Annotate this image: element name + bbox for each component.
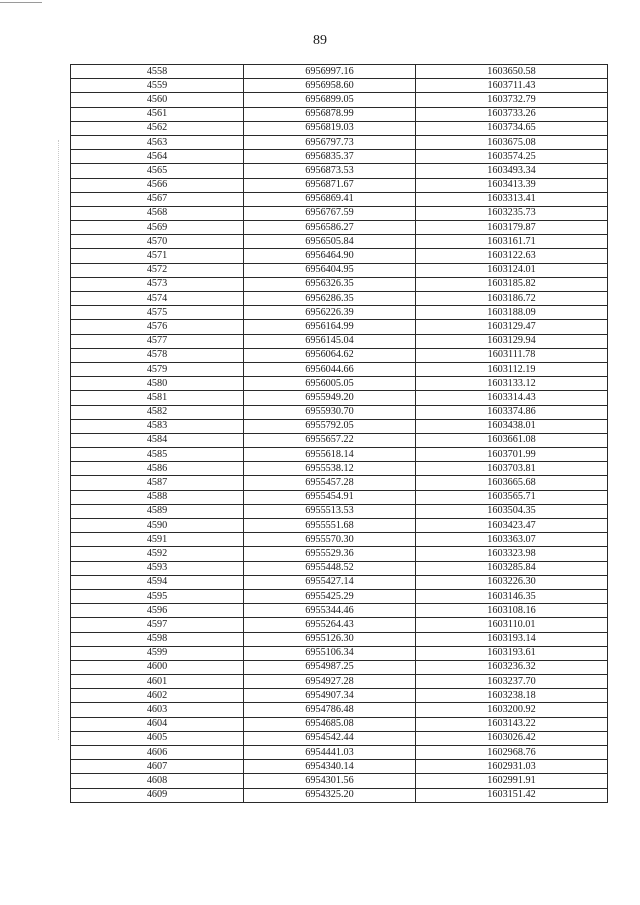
table-row: [71, 405, 608, 419]
x-coordinate-cell: 6955106.34: [244, 646, 416, 660]
x-coordinate-cell: 6955513.53: [244, 504, 416, 518]
table-row: [71, 731, 608, 745]
point-number-cell: 4588: [71, 490, 244, 504]
page-number: 89: [313, 33, 327, 48]
y-coordinate-cell: 1603237.70: [416, 675, 608, 689]
point-number-cell: 4577: [71, 334, 244, 348]
table-row: [71, 192, 608, 206]
x-coordinate-cell: 6955344.46: [244, 604, 416, 618]
table-row: [71, 348, 608, 362]
y-coordinate-cell: 1602931.03: [416, 760, 608, 774]
x-coordinate-cell: 6955126.30: [244, 632, 416, 646]
point-number-cell: 4587: [71, 476, 244, 490]
y-coordinate-cell: 1603438.01: [416, 419, 608, 433]
point-number-cell: 4594: [71, 575, 244, 589]
y-coordinate-cell: 1603026.42: [416, 731, 608, 745]
point-number-cell: 4563: [71, 135, 244, 149]
y-coordinate-cell: 1603313.41: [416, 192, 608, 206]
table-row: [71, 504, 608, 518]
x-coordinate-cell: 6956997.16: [244, 65, 416, 79]
x-coordinate-cell: 6955529.36: [244, 547, 416, 561]
table-row: [71, 135, 608, 149]
point-number-cell: 4589: [71, 504, 244, 518]
point-number-cell: 4581: [71, 391, 244, 405]
table-row: [71, 760, 608, 774]
y-coordinate-cell: 1603235.73: [416, 206, 608, 220]
y-coordinate-cell: 1603285.84: [416, 561, 608, 575]
x-coordinate-cell: 6956226.39: [244, 306, 416, 320]
point-number-cell: 4571: [71, 249, 244, 263]
point-number-cell: 4564: [71, 150, 244, 164]
scan-edge-line: [0, 2, 42, 3]
y-coordinate-cell: 1603110.01: [416, 618, 608, 632]
point-number-cell: 4558: [71, 65, 244, 79]
y-coordinate-cell: 1603238.18: [416, 689, 608, 703]
y-coordinate-cell: 1603493.34: [416, 164, 608, 178]
table-row: [71, 377, 608, 391]
point-number-cell: 4606: [71, 746, 244, 760]
y-coordinate-cell: 1603133.12: [416, 377, 608, 391]
table-row: [71, 788, 608, 802]
x-coordinate-cell: 6955618.14: [244, 448, 416, 462]
x-coordinate-cell: 6956044.66: [244, 362, 416, 376]
table-row: [71, 618, 608, 632]
scan-margin-line: [58, 140, 59, 740]
x-coordinate-cell: 6956835.37: [244, 150, 416, 164]
x-coordinate-cell: 6955570.30: [244, 533, 416, 547]
x-coordinate-cell: 6954542.44: [244, 731, 416, 745]
table-row: [71, 362, 608, 376]
point-number-cell: 4602: [71, 689, 244, 703]
table-row: [71, 419, 608, 433]
point-number-cell: 4595: [71, 589, 244, 603]
y-coordinate-cell: 1603363.07: [416, 533, 608, 547]
point-number-cell: 4572: [71, 263, 244, 277]
x-coordinate-cell: 6956064.62: [244, 348, 416, 362]
y-coordinate-cell: 1603703.81: [416, 462, 608, 476]
y-coordinate-cell: 1603226.30: [416, 575, 608, 589]
table-row: [71, 235, 608, 249]
point-number-cell: 4596: [71, 604, 244, 618]
y-coordinate-cell: 1603314.43: [416, 391, 608, 405]
y-coordinate-cell: 1603146.35: [416, 589, 608, 603]
table-row: [71, 93, 608, 107]
x-coordinate-cell: 6955448.52: [244, 561, 416, 575]
table-row: [71, 632, 608, 646]
x-coordinate-cell: 6956819.03: [244, 121, 416, 135]
table-row: [71, 221, 608, 235]
point-number-cell: 4591: [71, 533, 244, 547]
x-coordinate-cell: 6956005.05: [244, 377, 416, 391]
x-coordinate-cell: 6956767.59: [244, 206, 416, 220]
table-row: [71, 547, 608, 561]
table-row: [71, 448, 608, 462]
y-coordinate-cell: 1603111.78: [416, 348, 608, 362]
table-row: [71, 575, 608, 589]
point-number-cell: 4599: [71, 646, 244, 660]
y-coordinate-cell: 1603186.72: [416, 292, 608, 306]
point-number-cell: 4561: [71, 107, 244, 121]
y-coordinate-cell: 1603733.26: [416, 107, 608, 121]
point-number-cell: 4562: [71, 121, 244, 135]
x-coordinate-cell: 6954907.34: [244, 689, 416, 703]
table-row: [71, 306, 608, 320]
point-number-cell: 4593: [71, 561, 244, 575]
point-number-cell: 4570: [71, 235, 244, 249]
table-row: [71, 589, 608, 603]
point-number-cell: 4576: [71, 320, 244, 334]
y-coordinate-cell: 1603122.63: [416, 249, 608, 263]
x-coordinate-cell: 6956326.35: [244, 277, 416, 291]
point-number-cell: 4582: [71, 405, 244, 419]
y-coordinate-cell: 1603151.42: [416, 788, 608, 802]
point-number-cell: 4560: [71, 93, 244, 107]
table-row: [71, 391, 608, 405]
y-coordinate-cell: 1603661.08: [416, 433, 608, 447]
x-coordinate-cell: 6955427.14: [244, 575, 416, 589]
y-coordinate-cell: 1603112.19: [416, 362, 608, 376]
point-number-cell: 4585: [71, 448, 244, 462]
table-row: [71, 334, 608, 348]
x-coordinate-cell: 6956871.67: [244, 178, 416, 192]
y-coordinate-cell: 1603574.25: [416, 150, 608, 164]
table-row: [71, 675, 608, 689]
table-row: [71, 519, 608, 533]
x-coordinate-cell: 6955657.22: [244, 433, 416, 447]
y-coordinate-cell: 1603423.47: [416, 519, 608, 533]
table-row: [71, 206, 608, 220]
y-coordinate-cell: 1603374.86: [416, 405, 608, 419]
table-row: [71, 703, 608, 717]
x-coordinate-cell: 6956958.60: [244, 79, 416, 93]
y-coordinate-cell: 1603193.61: [416, 646, 608, 660]
table-row: [71, 490, 608, 504]
x-coordinate-cell: 6954685.08: [244, 717, 416, 731]
x-coordinate-cell: 6955538.12: [244, 462, 416, 476]
table-row: [71, 717, 608, 731]
table-row: [71, 433, 608, 447]
x-coordinate-cell: 6956899.05: [244, 93, 416, 107]
x-coordinate-cell: 6955454.91: [244, 490, 416, 504]
point-number-cell: 4609: [71, 788, 244, 802]
table-row: [71, 604, 608, 618]
x-coordinate-cell: 6955949.20: [244, 391, 416, 405]
point-number-cell: 4580: [71, 377, 244, 391]
table-row: [71, 476, 608, 490]
y-coordinate-cell: 1602968.76: [416, 746, 608, 760]
y-coordinate-cell: 1603236.32: [416, 660, 608, 674]
point-number-cell: 4586: [71, 462, 244, 476]
y-coordinate-cell: 1603129.47: [416, 320, 608, 334]
x-coordinate-cell: 6956286.35: [244, 292, 416, 306]
x-coordinate-cell: 6956869.41: [244, 192, 416, 206]
point-number-cell: 4567: [71, 192, 244, 206]
table-row: [71, 746, 608, 760]
point-number-cell: 4575: [71, 306, 244, 320]
y-coordinate-cell: 1602991.91: [416, 774, 608, 788]
point-number-cell: 4566: [71, 178, 244, 192]
y-coordinate-cell: 1603565.71: [416, 490, 608, 504]
x-coordinate-cell: 6956878.99: [244, 107, 416, 121]
table-row: [71, 689, 608, 703]
table-row: [71, 107, 608, 121]
y-coordinate-cell: 1603193.14: [416, 632, 608, 646]
y-coordinate-cell: 1603504.35: [416, 504, 608, 518]
x-coordinate-cell: 6954927.28: [244, 675, 416, 689]
x-coordinate-cell: 6956505.84: [244, 235, 416, 249]
table-row: [71, 79, 608, 93]
point-number-cell: 4583: [71, 419, 244, 433]
point-number-cell: 4565: [71, 164, 244, 178]
table-row: [71, 249, 608, 263]
table-row: [71, 774, 608, 788]
x-coordinate-cell: 6955551.68: [244, 519, 416, 533]
y-coordinate-cell: 1603711.43: [416, 79, 608, 93]
table-row: [71, 292, 608, 306]
table-row: [71, 561, 608, 575]
table-row: [71, 150, 608, 164]
table-row: [71, 462, 608, 476]
y-coordinate-cell: 1603665.68: [416, 476, 608, 490]
point-number-cell: 4584: [71, 433, 244, 447]
y-coordinate-cell: 1603179.87: [416, 221, 608, 235]
point-number-cell: 4605: [71, 731, 244, 745]
point-number-cell: 4568: [71, 206, 244, 220]
x-coordinate-cell: 6955425.29: [244, 589, 416, 603]
x-coordinate-cell: 6954786.48: [244, 703, 416, 717]
y-coordinate-cell: 1603143.22: [416, 717, 608, 731]
table-row: [71, 533, 608, 547]
point-number-cell: 4598: [71, 632, 244, 646]
table-row: [71, 178, 608, 192]
y-coordinate-cell: 1603124.01: [416, 263, 608, 277]
y-coordinate-cell: 1603200.92: [416, 703, 608, 717]
x-coordinate-cell: 6956464.90: [244, 249, 416, 263]
point-number-cell: 4579: [71, 362, 244, 376]
y-coordinate-cell: 1603734.65: [416, 121, 608, 135]
y-coordinate-cell: 1603323.98: [416, 547, 608, 561]
point-number-cell: 4597: [71, 618, 244, 632]
point-number-cell: 4600: [71, 660, 244, 674]
coordinates-table: [70, 64, 608, 803]
y-coordinate-cell: 1603413.39: [416, 178, 608, 192]
x-coordinate-cell: 6954301.56: [244, 774, 416, 788]
point-number-cell: 4574: [71, 292, 244, 306]
table-row: [71, 320, 608, 334]
table-row: [71, 263, 608, 277]
point-number-cell: 4573: [71, 277, 244, 291]
x-coordinate-cell: 6956586.27: [244, 221, 416, 235]
table-row: [71, 121, 608, 135]
table-row: [71, 65, 608, 79]
point-number-cell: 4569: [71, 221, 244, 235]
point-number-cell: 4608: [71, 774, 244, 788]
x-coordinate-cell: 6954325.20: [244, 788, 416, 802]
point-number-cell: 4604: [71, 717, 244, 731]
point-number-cell: 4590: [71, 519, 244, 533]
x-coordinate-cell: 6955457.28: [244, 476, 416, 490]
coordinates-table-body: [71, 65, 608, 803]
x-coordinate-cell: 6956873.53: [244, 164, 416, 178]
y-coordinate-cell: 1603675.08: [416, 135, 608, 149]
y-coordinate-cell: 1603129.94: [416, 334, 608, 348]
point-number-cell: 4592: [71, 547, 244, 561]
point-number-cell: 4601: [71, 675, 244, 689]
x-coordinate-cell: 6956145.04: [244, 334, 416, 348]
point-number-cell: 4607: [71, 760, 244, 774]
x-coordinate-cell: 6956797.73: [244, 135, 416, 149]
y-coordinate-cell: 1603161.71: [416, 235, 608, 249]
point-number-cell: 4603: [71, 703, 244, 717]
x-coordinate-cell: 6955792.05: [244, 419, 416, 433]
point-number-cell: 4578: [71, 348, 244, 362]
y-coordinate-cell: 1603108.16: [416, 604, 608, 618]
y-coordinate-cell: 1603650.58: [416, 65, 608, 79]
x-coordinate-cell: 6955264.43: [244, 618, 416, 632]
x-coordinate-cell: 6954987.25: [244, 660, 416, 674]
table-row: [71, 277, 608, 291]
point-number-cell: 4559: [71, 79, 244, 93]
table-row: [71, 646, 608, 660]
x-coordinate-cell: 6956404.95: [244, 263, 416, 277]
x-coordinate-cell: 6954340.14: [244, 760, 416, 774]
y-coordinate-cell: 1603701.99: [416, 448, 608, 462]
x-coordinate-cell: 6955930.70: [244, 405, 416, 419]
y-coordinate-cell: 1603185.82: [416, 277, 608, 291]
table-row: [71, 660, 608, 674]
y-coordinate-cell: 1603188.09: [416, 306, 608, 320]
y-coordinate-cell: 1603732.79: [416, 93, 608, 107]
table-row: [71, 164, 608, 178]
x-coordinate-cell: 6954441.03: [244, 746, 416, 760]
x-coordinate-cell: 6956164.99: [244, 320, 416, 334]
